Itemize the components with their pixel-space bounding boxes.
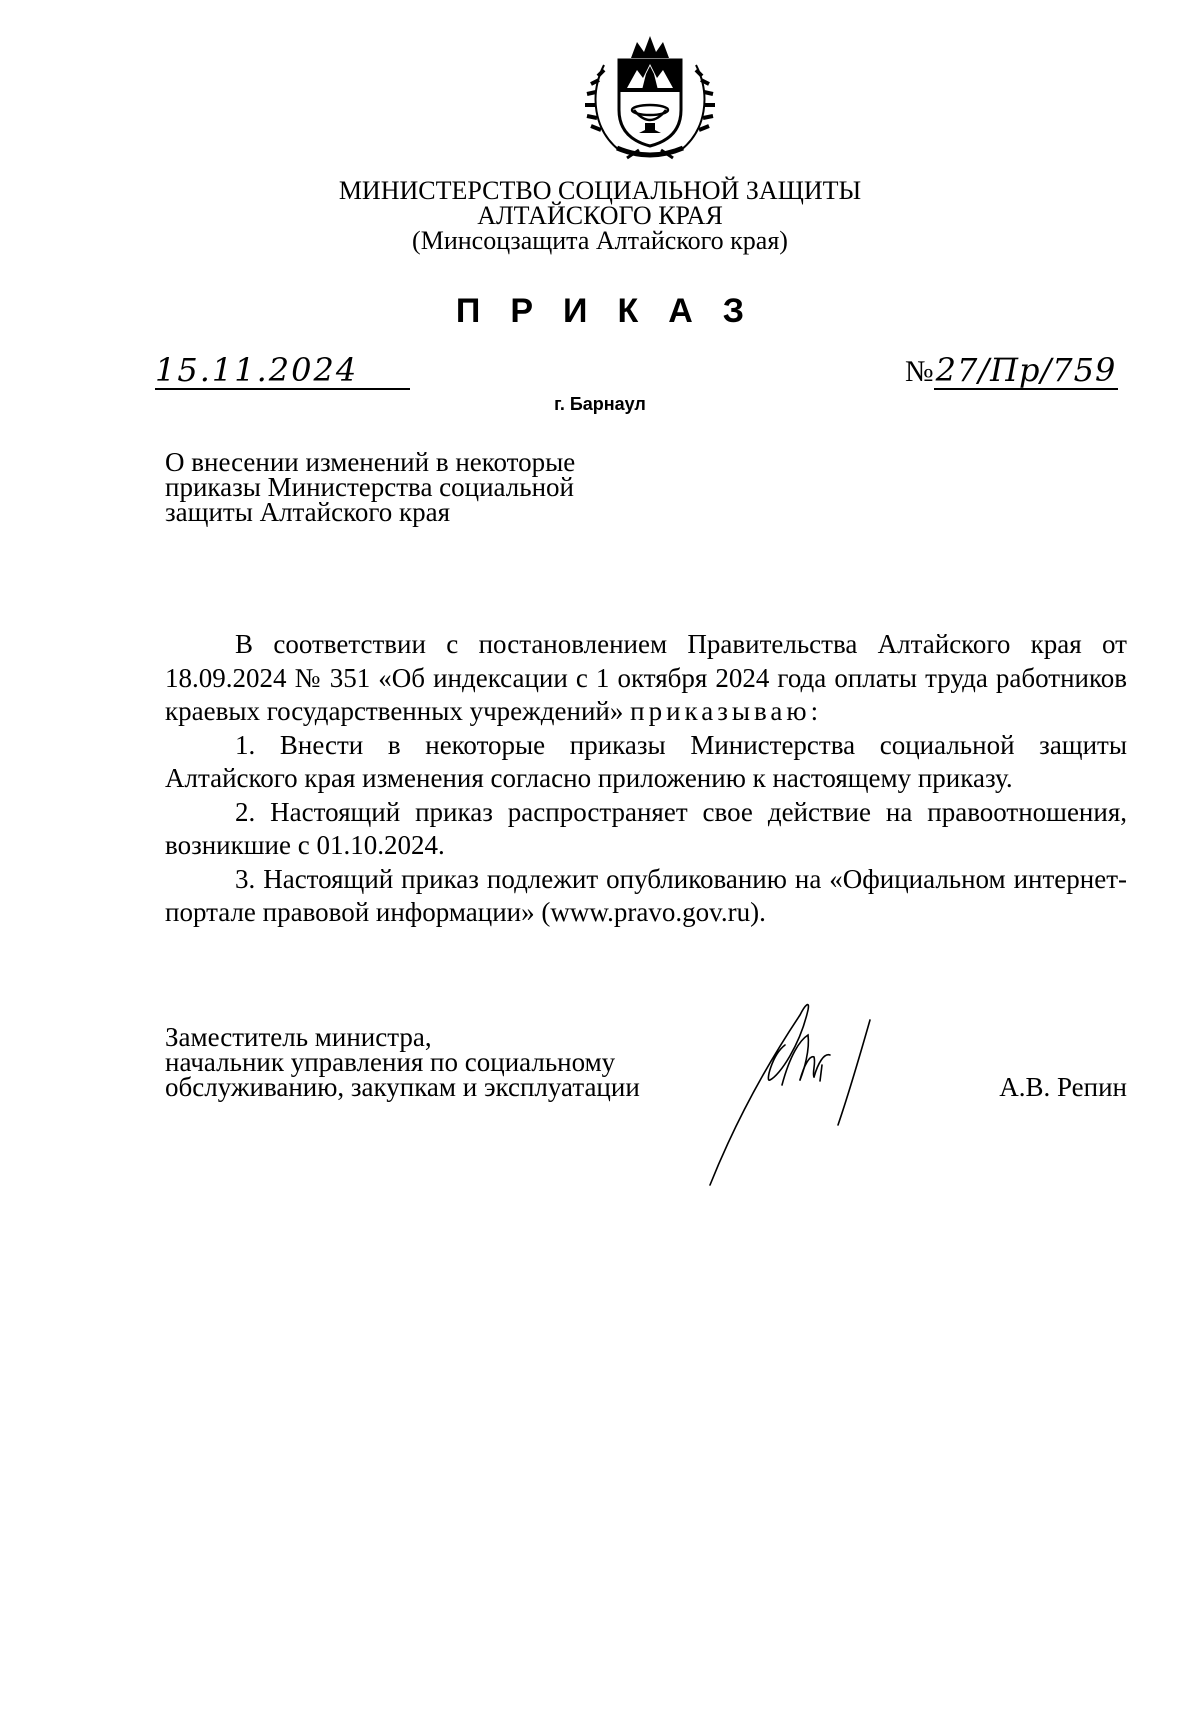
- order-colon: :: [810, 696, 819, 726]
- subject-line3: защиты Алтайского края: [165, 497, 451, 527]
- order-body: [165, 628, 1127, 930]
- signatory-line1: Заместитель министра,: [165, 1022, 432, 1052]
- signatory-name: А.В. Репин: [999, 1072, 1127, 1102]
- subject-line1: О внесении изменений в некоторые: [165, 447, 576, 477]
- ministry-header: [300, 178, 900, 253]
- item-1: 1. Внести в некоторые приказы Министерства социальной защиты Алтайского края изменения согласно приложению к настоящему приказу.: [165, 729, 1127, 793]
- signatory-line3: обслуживанию, закупкам и эксплуатации: [165, 1072, 640, 1102]
- order-word: приказываю: [630, 696, 811, 726]
- coat-of-arms-emblem: [579, 30, 721, 168]
- ministry-short-name: (Минсоцзащита Алтайского края): [412, 226, 788, 255]
- item-2: 2. Настоящий приказ распространяет свое действие на правоотношения, возникшие с 01.10.2024.: [165, 796, 1127, 860]
- order-number: [905, 352, 1127, 388]
- order-number-value: 27/Пр/759: [935, 351, 1117, 389]
- city: г. Барнаул: [554, 394, 646, 414]
- preamble-paragraph: [165, 628, 1127, 729]
- document-title: ПРИКАЗ: [455, 292, 775, 330]
- ministry-name-line1: МИНИСТЕРСТВО СОЦИАЛЬНОЙ ЗАЩИТЫ: [338, 176, 862, 205]
- signatory-line2: начальник управления по социальному: [165, 1047, 616, 1077]
- order-date: 15.11.2024: [155, 352, 410, 390]
- subject-line2: приказы Министерства социальной: [165, 472, 574, 502]
- signatory-title: [165, 1022, 725, 1102]
- ministry-name-line2: АЛТАЙСКОГО КРАЯ: [477, 201, 723, 230]
- handwritten-signature: [700, 995, 920, 1190]
- number-sign: №: [905, 355, 934, 388]
- preamble-text: В соответствии с постановлением Правительства Алтайского края от 18.09.2024 № 351 «Об индексации с 1 октября 2024 года оплаты труда работников краевых государственных учреждений»: [165, 629, 1127, 726]
- item-3: 3. Настоящий приказ подлежит опубликованию на «Официальном интернет-портале правовой информации» (www.pravo.gov.ru).: [165, 863, 1127, 927]
- order-subject: [165, 447, 645, 527]
